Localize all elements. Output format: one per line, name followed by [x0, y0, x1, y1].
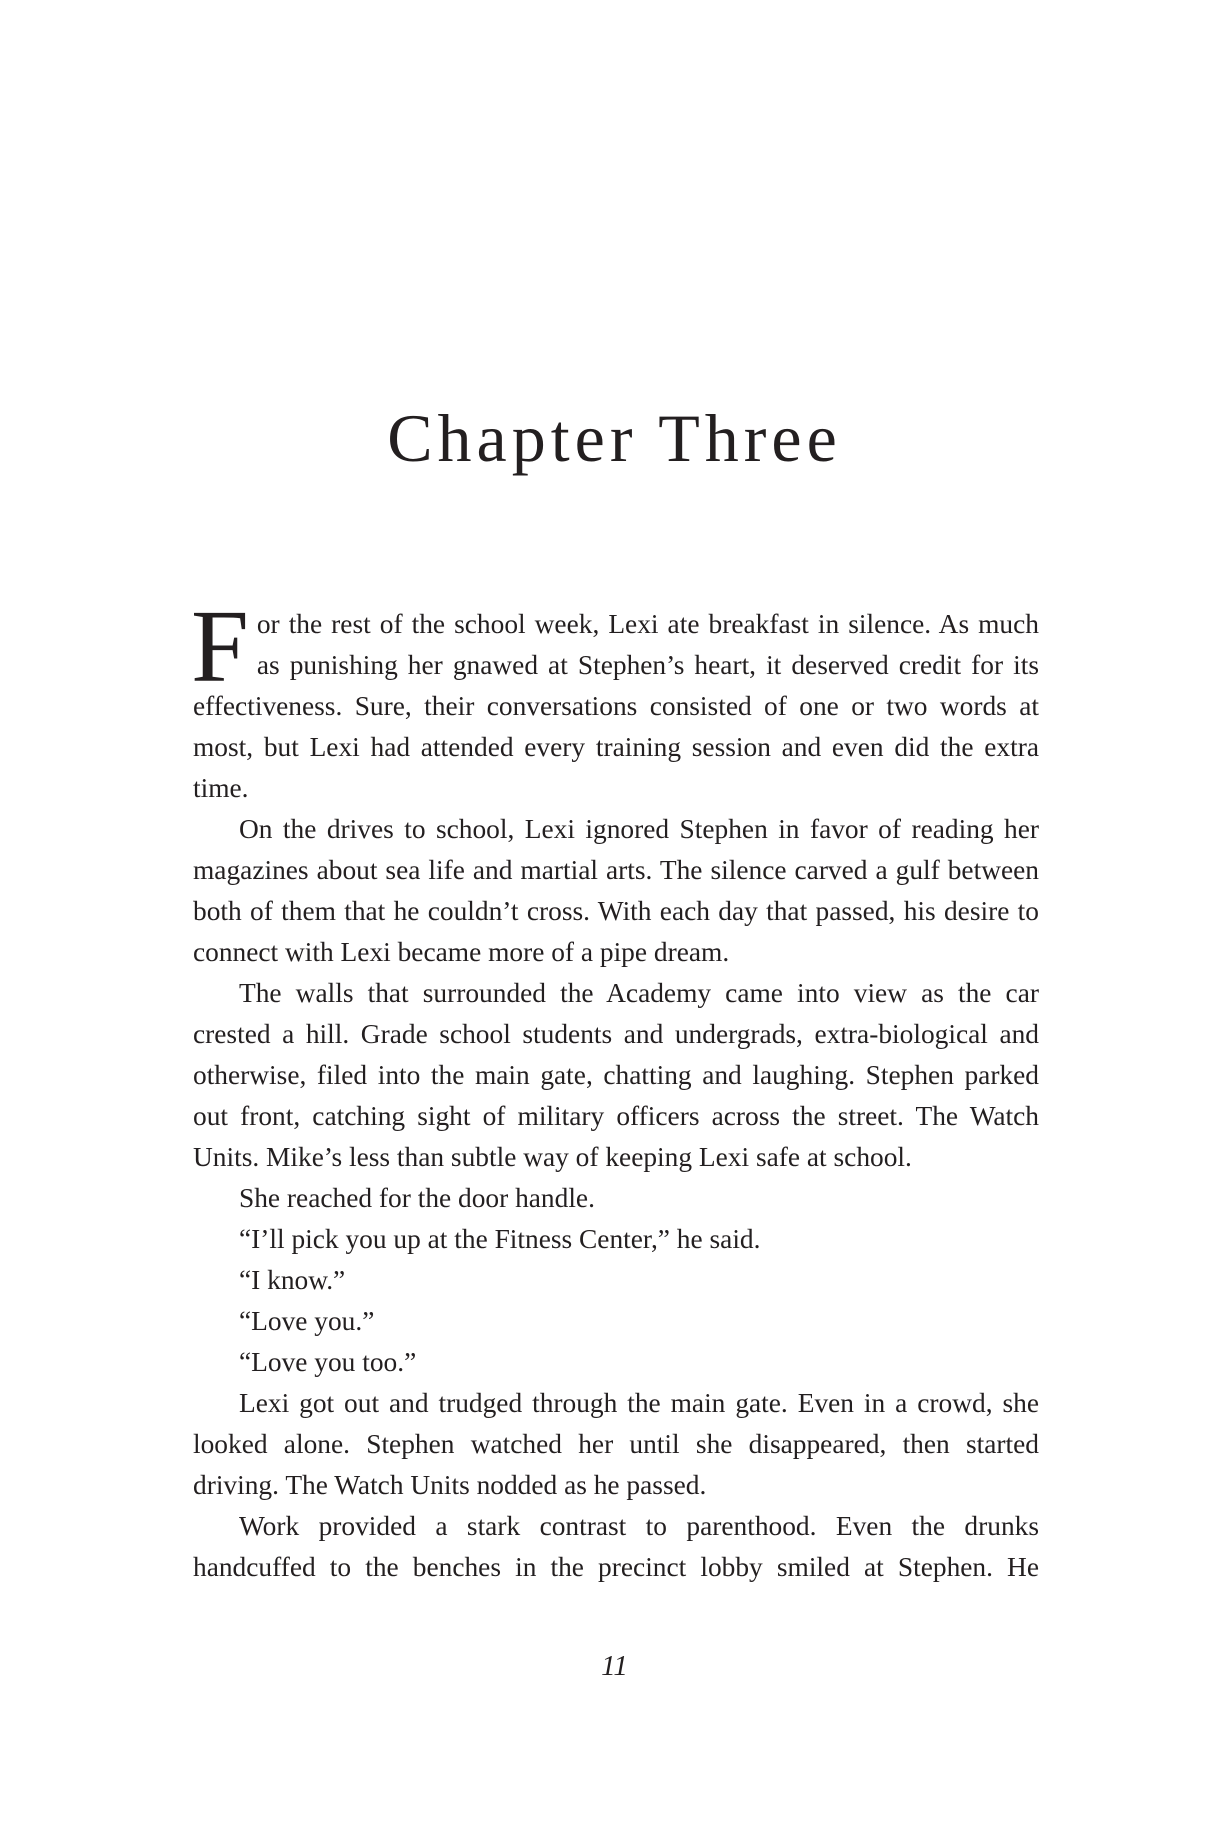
paragraph-3: The walls that surrounded the Academy came into view as the car crested a hill. Grade school students and undergrads, extra-biological and otherwise, filed into the main gate, chatting and laughing. Stephen parked out front, catching sight of military officers across the street. The Watch Units. Mike’s less than subtle way of keeping Lexi safe at school.	[193, 978, 1039, 1172]
paragraph-6: “I know.”	[239, 1265, 346, 1295]
page-number: 11	[601, 1650, 628, 1682]
drop-cap: F	[191, 589, 249, 704]
chapter-title: Chapter Three	[387, 400, 842, 476]
paragraph-7: “Love you.”	[239, 1306, 375, 1336]
paragraph-9: Lexi got out and trudged through the main gate. Even in a crowd, she looked alone. Stephen watched her until she disappeared, then started driving. The Watch Units nodded as he passed.	[193, 1388, 1039, 1500]
paragraph-8: “Love you too.”	[239, 1347, 417, 1377]
paragraph-10: Work provided a stark contrast to parenthood. Even the drunks handcuffed to the benches in the precinct lobby smiled at Stephen. He	[193, 1511, 1039, 1582]
paragraph-2: On the drives to school, Lexi ignored Stephen in favor of reading her magazines about sea life and martial arts. The silence carved a gulf between both of them that he couldn’t cross. With each day that passed, his desire to connect with Lexi became more of a pipe dream.	[193, 814, 1039, 967]
paragraph-4: She reached for the door handle.	[239, 1183, 595, 1213]
paragraph-1	[191, 589, 1039, 809]
paragraph-5: “I’ll pick you up at the Fitness Center,” he said.	[239, 1224, 761, 1254]
paragraph-1-text: or the rest of the school week, Lexi ate breakfast in silence. As much as punishing her gnawed at Stephen’s heart, it deserved credit for its effectiveness. Sure, their conversations consisted of one or two words at most, but Lexi had attended every training session and even did the extra time.	[193, 609, 1039, 803]
body-text	[191, 589, 1039, 1588]
